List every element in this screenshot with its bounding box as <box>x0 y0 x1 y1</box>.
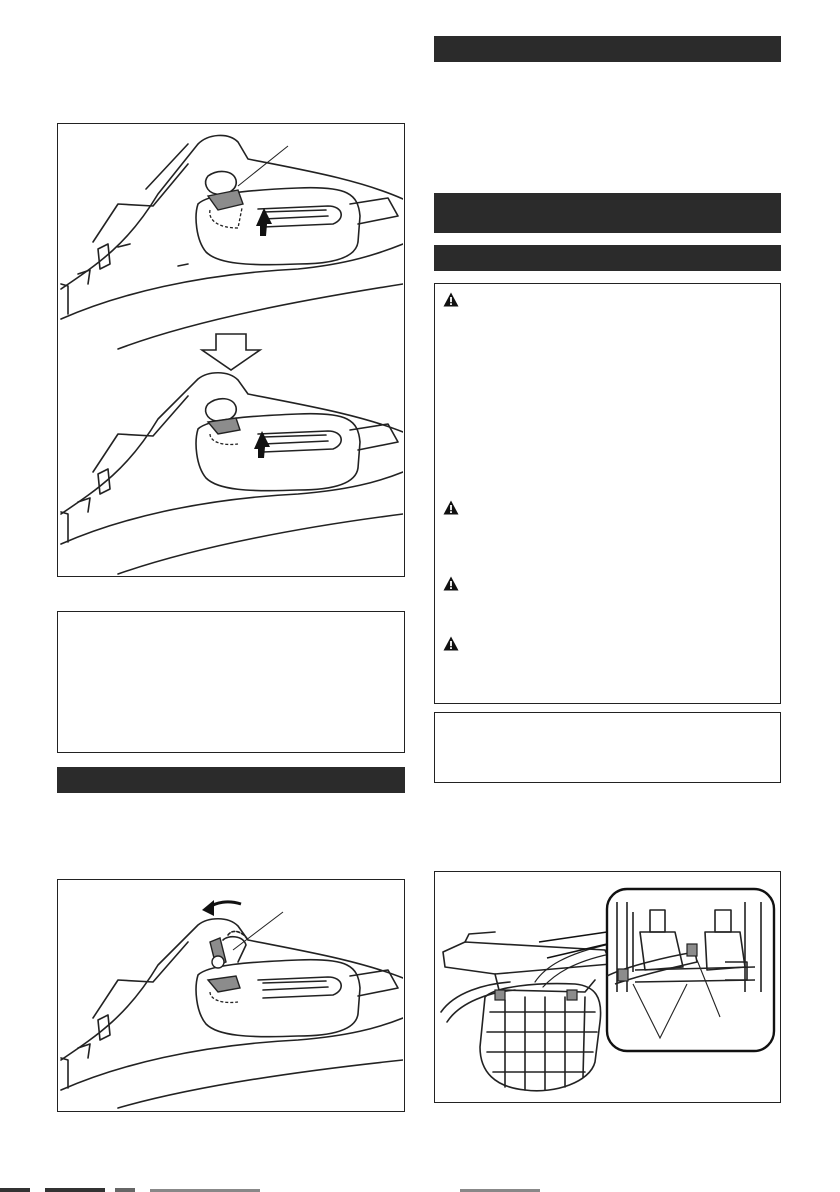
warning-box <box>434 283 781 704</box>
warning-triangle-icon <box>443 292 459 307</box>
section-title <box>434 250 442 265</box>
strap-hook-illustration <box>435 872 779 1101</box>
section-bar-left <box>57 767 405 793</box>
warning-triangle-icon <box>443 576 459 591</box>
section-title <box>57 772 65 787</box>
figure-trigger-lock <box>57 123 405 577</box>
warning-item <box>443 292 773 307</box>
handle-illustration-lever <box>58 880 403 1110</box>
page-bottom-edge <box>0 1186 840 1192</box>
warning-item <box>443 500 773 515</box>
section-bar-right-3 <box>434 245 781 271</box>
note-box-left <box>57 611 405 753</box>
note-box-right <box>434 712 781 783</box>
figure-release-lever <box>57 879 405 1112</box>
handle-illustration-top <box>58 124 403 575</box>
section-title <box>434 41 442 56</box>
warning-triangle-icon <box>443 636 459 651</box>
section-title <box>434 205 442 221</box>
warning-item <box>443 636 773 651</box>
warning-item <box>443 576 773 591</box>
section-bar-right-1 <box>434 36 781 62</box>
warning-triangle-icon <box>443 500 459 515</box>
section-bar-right-2 <box>434 193 781 233</box>
figure-strap-hook <box>434 871 781 1103</box>
